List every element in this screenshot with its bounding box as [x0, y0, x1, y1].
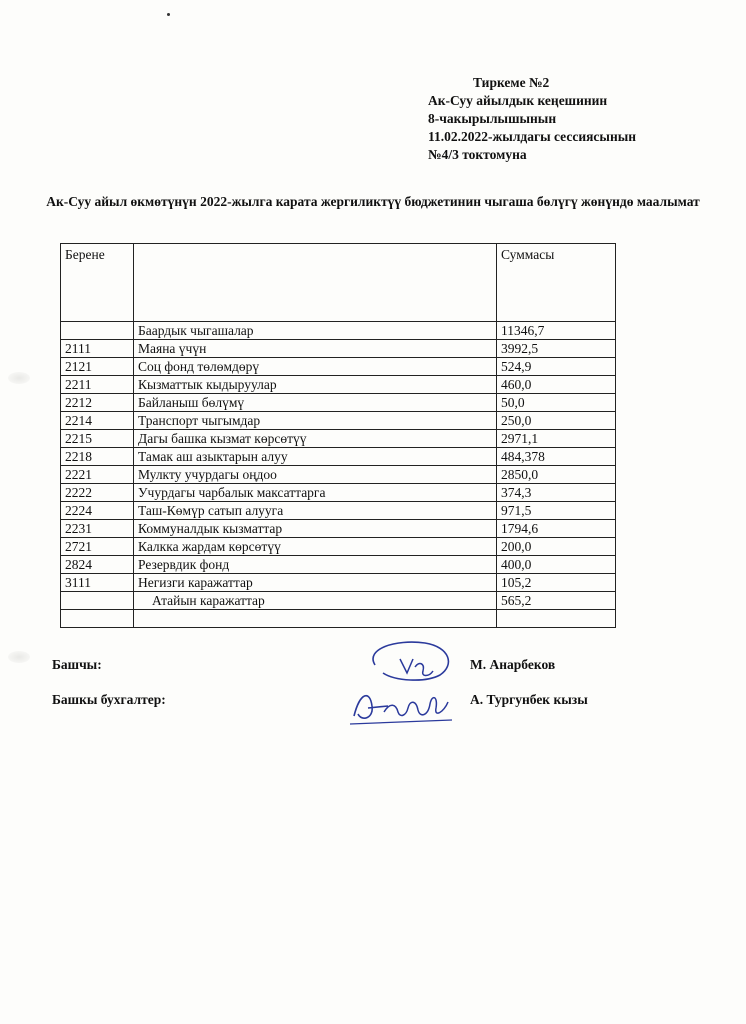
row-code: 2214	[61, 412, 134, 430]
table-row	[61, 448, 616, 466]
table-row	[61, 322, 616, 340]
header-name	[134, 244, 497, 322]
table-row	[61, 394, 616, 412]
appendix-header	[428, 74, 636, 164]
scan-speck	[167, 13, 170, 16]
table-row	[61, 520, 616, 538]
row-code: 2222	[61, 484, 134, 502]
row-sum: 105,2	[497, 574, 616, 592]
table-row	[61, 466, 616, 484]
appendix-number: Тиркеме №2	[473, 75, 550, 90]
table-row	[61, 484, 616, 502]
row-code: 2111	[61, 340, 134, 358]
table-row	[61, 430, 616, 448]
row-sum	[497, 610, 616, 628]
row-name: Соц фонд төлөмдөрү	[134, 358, 497, 376]
row-sum: 50,0	[497, 394, 616, 412]
row-name: Резервдик фонд	[134, 556, 497, 574]
row-sum: 971,5	[497, 502, 616, 520]
row-name: Тамак аш азыктарын алуу	[134, 448, 497, 466]
resolution-number: №4/3 токтомуна	[428, 147, 527, 162]
row-sum: 2971,1	[497, 430, 616, 448]
row-name: Негизги каражаттар	[134, 574, 497, 592]
row-name: Дагы башка кызмат көрсөтүү	[134, 430, 497, 448]
table-row	[61, 538, 616, 556]
table-row	[61, 610, 616, 628]
table-header-row	[61, 244, 616, 322]
accountant-signature	[340, 682, 465, 732]
row-name: Атайын каражаттар	[134, 592, 497, 610]
document-title: Ак-Суу айыл өкмөтүнүн 2022-жылга карата жергиликтүү бюджетинин чыгаша бөлүгү жөнүндө маалымат	[46, 194, 700, 209]
row-code: 2231	[61, 520, 134, 538]
row-sum: 400,0	[497, 556, 616, 574]
hole-punch-mark	[8, 651, 30, 663]
table-row	[61, 412, 616, 430]
row-name: Транспорт чыгымдар	[134, 412, 497, 430]
row-name: Коммуналдык кызматтар	[134, 520, 497, 538]
row-sum: 460,0	[497, 376, 616, 394]
row-sum: 1794,6	[497, 520, 616, 538]
table-row	[61, 358, 616, 376]
row-code	[61, 322, 134, 340]
row-code: 2224	[61, 502, 134, 520]
row-name: Байланыш бөлүмү	[134, 394, 497, 412]
row-code	[61, 592, 134, 610]
row-code: 2121	[61, 358, 134, 376]
row-code: 2721	[61, 538, 134, 556]
row-code: 3111	[61, 574, 134, 592]
header-code: Берене	[61, 244, 134, 322]
row-name: Кызматтык кыдыруулар	[134, 376, 497, 394]
row-sum: 565,2	[497, 592, 616, 610]
convocation: 8-чакырылышынын	[428, 111, 557, 126]
table-row	[61, 502, 616, 520]
budget-table	[60, 243, 616, 628]
row-name: Таш-Көмүр сатып алууга	[134, 502, 497, 520]
row-sum: 250,0	[497, 412, 616, 430]
table-row	[61, 574, 616, 592]
hole-punch-mark	[8, 372, 30, 384]
row-code: 2218	[61, 448, 134, 466]
table-row	[61, 340, 616, 358]
row-sum: 2850,0	[497, 466, 616, 484]
row-code: 2211	[61, 376, 134, 394]
row-name: Калкка жардам көрсөтүү	[134, 538, 497, 556]
row-name: Баардык чыгашалар	[134, 322, 497, 340]
row-code: 2215	[61, 430, 134, 448]
row-code: 2221	[61, 466, 134, 484]
row-name: Мулкту учурдагы оңдоо	[134, 466, 497, 484]
head-label: Башчы:	[52, 657, 102, 672]
row-sum: 524,9	[497, 358, 616, 376]
row-sum: 374,3	[497, 484, 616, 502]
row-code: 2824	[61, 556, 134, 574]
table-row	[61, 592, 616, 610]
row-sum: 11346,7	[497, 322, 616, 340]
head-signature	[355, 637, 465, 687]
row-name: Учурдагы чарбалык максаттарга	[134, 484, 497, 502]
row-code	[61, 610, 134, 628]
row-code: 2212	[61, 394, 134, 412]
head-name: М. Анарбеков	[470, 657, 556, 672]
council-name: Ак-Суу айылдык кеңешинин	[428, 93, 608, 108]
session-date: 11.02.2022-жылдагы сессиясынын	[428, 129, 637, 144]
accountant-name: А. Тургунбек кызы	[470, 692, 588, 707]
row-name: Маяна үчүн	[134, 340, 497, 358]
accountant-label: Башкы бухгалтер:	[52, 692, 166, 707]
row-sum: 200,0	[497, 538, 616, 556]
table-row	[61, 556, 616, 574]
row-sum: 3992,5	[497, 340, 616, 358]
row-name	[134, 610, 497, 628]
header-sum: Суммасы	[497, 244, 616, 322]
row-sum: 484,378	[497, 448, 616, 466]
table-row	[61, 376, 616, 394]
